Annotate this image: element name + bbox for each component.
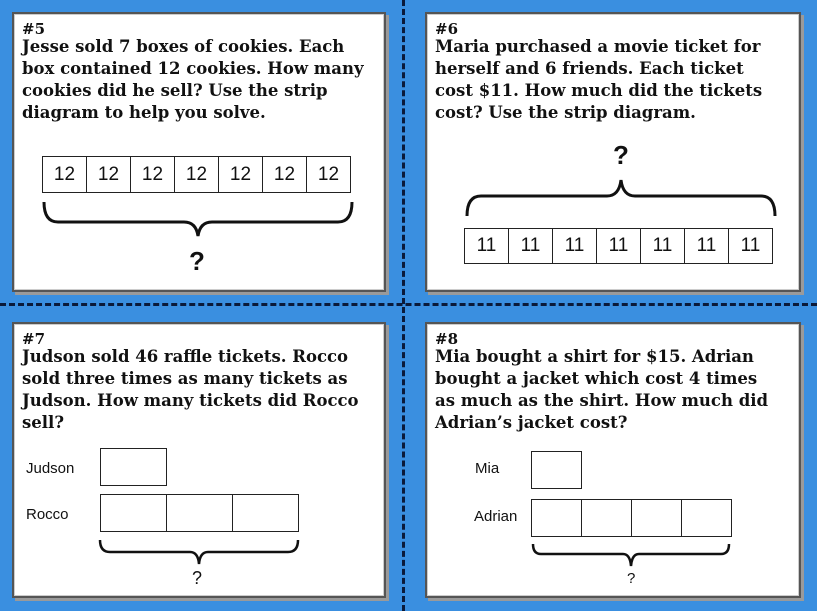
task-card-8: [425, 322, 801, 598]
row-label-judson: Judson: [26, 460, 75, 477]
strip-cell: 12: [86, 156, 131, 193]
curly-brace-up: [465, 176, 777, 216]
strip-diagram: [42, 156, 351, 193]
curly-brace-down: [42, 200, 354, 240]
curly-brace-down: [98, 538, 300, 568]
strip-cell: [531, 451, 582, 489]
strip-cell: 11: [552, 228, 597, 264]
strip-cell: [681, 499, 732, 537]
strip-cell: 11: [684, 228, 729, 264]
unknown-total: ?: [627, 570, 636, 587]
card-question-text: Maria purchased a movie ticket for herself and 6 friends. Each ticket cost $11. How much did the tickets cost? Use the strip diagram.: [435, 37, 763, 122]
task-card-7: [12, 322, 386, 598]
strip-diagram-rocco: [100, 494, 299, 532]
strip-cell: 12: [42, 156, 87, 193]
strip-cell: 12: [262, 156, 307, 193]
task-card-5: [12, 12, 386, 292]
strip-cell: 12: [306, 156, 351, 193]
row-label-rocco: Rocco: [26, 506, 69, 523]
strip-cell: [166, 494, 233, 532]
card-number: #6: [435, 20, 459, 38]
row-label-mia: Mia: [475, 460, 500, 477]
strip-cell: 12: [218, 156, 263, 193]
unknown-total: ?: [189, 246, 205, 276]
card-question-text: Jesse sold 7 boxes of cookies. Each box contained 12 cookies. How many cookies did he sell? Use the strip diagram to help you solve.: [22, 37, 364, 122]
task-card-6: [425, 12, 801, 292]
strip-diagram-judson: [100, 448, 167, 486]
card-number: #7: [22, 330, 46, 348]
strip-cell: 11: [596, 228, 641, 264]
row-label-adrian: Adrian: [474, 508, 518, 525]
strip-diagram-mia: [531, 451, 582, 489]
strip-cell: [100, 494, 167, 532]
horizontal-cut-line: [0, 303, 817, 306]
strip-cell: [232, 494, 299, 532]
strip-cell: [631, 499, 682, 537]
strip-cell: 11: [728, 228, 773, 264]
strip-diagram-adrian: [531, 499, 732, 537]
strip-cell: 11: [464, 228, 509, 264]
strip-cell: 11: [508, 228, 553, 264]
strip-cell: 12: [174, 156, 219, 193]
strip-cell: 11: [640, 228, 685, 264]
strip-cell: [100, 448, 167, 486]
unknown-total: ?: [192, 568, 203, 588]
strip-cell: [581, 499, 632, 537]
card-number: #5: [22, 20, 46, 38]
card-question-text: Mia bought a shirt for $15. Adrian bought a jacket which cost 4 times as much as the shirt. How much did Adrian’s jacket cost?: [435, 347, 769, 432]
curly-brace-down: [531, 542, 733, 570]
card-question-text: Judson sold 46 raffle tickets. Rocco sold three times as many tickets as Judson. How many tickets did Rocco sell?: [22, 347, 359, 432]
strip-cell: [531, 499, 582, 537]
strip-diagram: [464, 228, 773, 264]
unknown-total: ?: [613, 140, 629, 170]
strip-cell: 12: [130, 156, 175, 193]
card-number: #8: [435, 330, 459, 348]
